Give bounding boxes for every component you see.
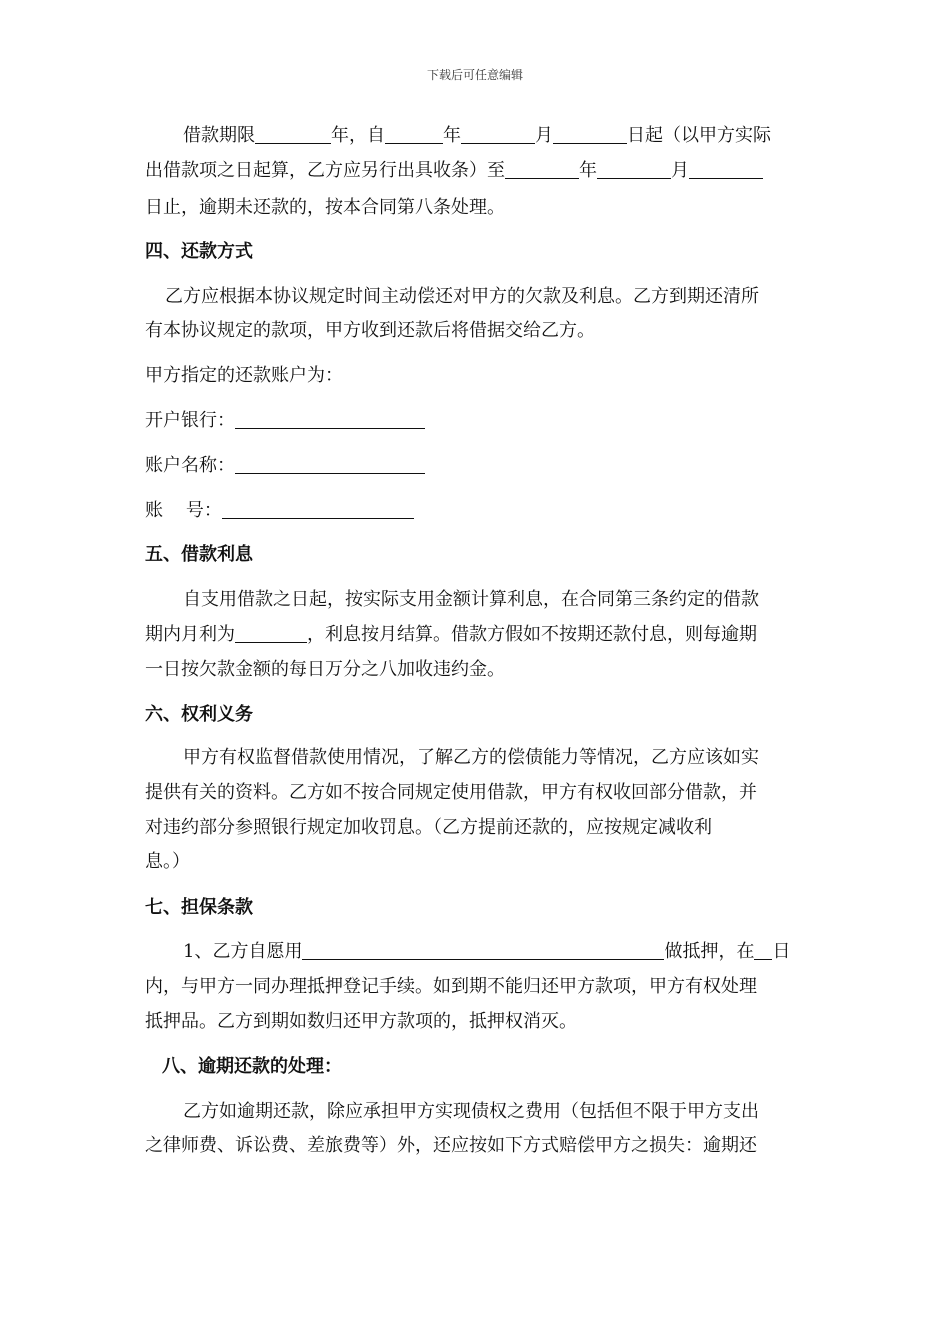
- section-5-heading: 五、借款利息: [145, 544, 253, 565]
- section-7-para-1: 1、乙方自愿用 做抵押，在 日: [183, 941, 791, 962]
- blank-years: [255, 125, 331, 144]
- section-7-heading: 七、担保条款: [145, 897, 253, 918]
- section-6-heading: 六、权利义务: [145, 704, 253, 725]
- blank-account-number: [222, 500, 414, 519]
- blank-collateral: [302, 941, 664, 960]
- account-intro: 甲方指定的还款账户为：: [145, 365, 343, 386]
- section-8-heading: 八、逾期还款的处理：: [162, 1056, 342, 1077]
- loan-period-line-3: 日止，逾期未还款的，按本合同第八条处理。: [145, 197, 505, 218]
- blank-end-year: [505, 160, 579, 179]
- page-header: 下载后可任意编辑: [426, 68, 523, 82]
- section-4-heading: 四、还款方式: [145, 241, 253, 262]
- account-number-line: 账 号：: [145, 499, 414, 523]
- blank-start-month: [461, 125, 535, 144]
- section-4-para-2: 有本协议规定的款项，甲方收到还款后将借据交给乙方。: [145, 320, 595, 341]
- blank-days: [754, 941, 772, 960]
- section-8-para-1: 乙方如逾期还款，除应承担甲方实现债权之费用（包括但不限于甲方支出: [183, 1101, 759, 1122]
- blank-bank: [235, 410, 425, 429]
- section-7-para-2: 内，与甲方一同办理抵押登记手续。如到期不能归还甲方款项，甲方有权处理: [145, 976, 757, 997]
- blank-start-day: [553, 125, 627, 144]
- section-5-para-2: 期内月利为 ，利息按月结算。借款方假如不按期还款付息，则每逾期: [145, 624, 757, 645]
- section-4-para-1: 乙方应根据本协议规定时间主动偿还对甲方的欠款及利息。乙方到期还清所: [165, 286, 759, 307]
- blank-account-name: [235, 455, 425, 474]
- blank-start-year: [385, 125, 443, 144]
- section-6-para-4: 息。）: [145, 851, 190, 872]
- loan-period-line-2: 出借款项之日起算，乙方应另行出具收条）至 年 月: [145, 159, 763, 183]
- blank-monthly-rate: [235, 624, 307, 643]
- section-6-para-2: 提供有关的资料。乙方如不按合同规定使用借款，甲方有权收回部分借款，并: [145, 782, 757, 803]
- section-6-para-3: 对违约部分参照银行规定加收罚息。（乙方提前还款的，应按规定减收利: [145, 817, 712, 838]
- blank-end-month: [597, 160, 671, 179]
- section-8-para-2: 之律师费、诉讼费、差旅费等）外，还应按如下方式赔偿甲方之损失：逾期还: [145, 1135, 757, 1156]
- loan-period-line-1: 借款期限 年，自 年 月 日起（以甲方实际: [183, 125, 771, 146]
- section-5-para-3: 一日按欠款金额的每日万分之八加收违约金。: [145, 659, 505, 680]
- bank-line: 开户银行：: [145, 409, 425, 433]
- section-6-para-1: 甲方有权监督借款使用情况，了解乙方的偿债能力等情况，乙方应该如实: [183, 747, 759, 768]
- section-5-para-1: 自支用借款之日起，按实际支用金额计算利息，在合同第三条约定的借款: [183, 589, 759, 610]
- blank-end-day: [689, 160, 763, 179]
- section-7-para-3: 抵押品。乙方到期如数归还甲方款项的，抵押权消灭。: [145, 1011, 577, 1032]
- account-name-line: 账户名称：: [145, 454, 425, 478]
